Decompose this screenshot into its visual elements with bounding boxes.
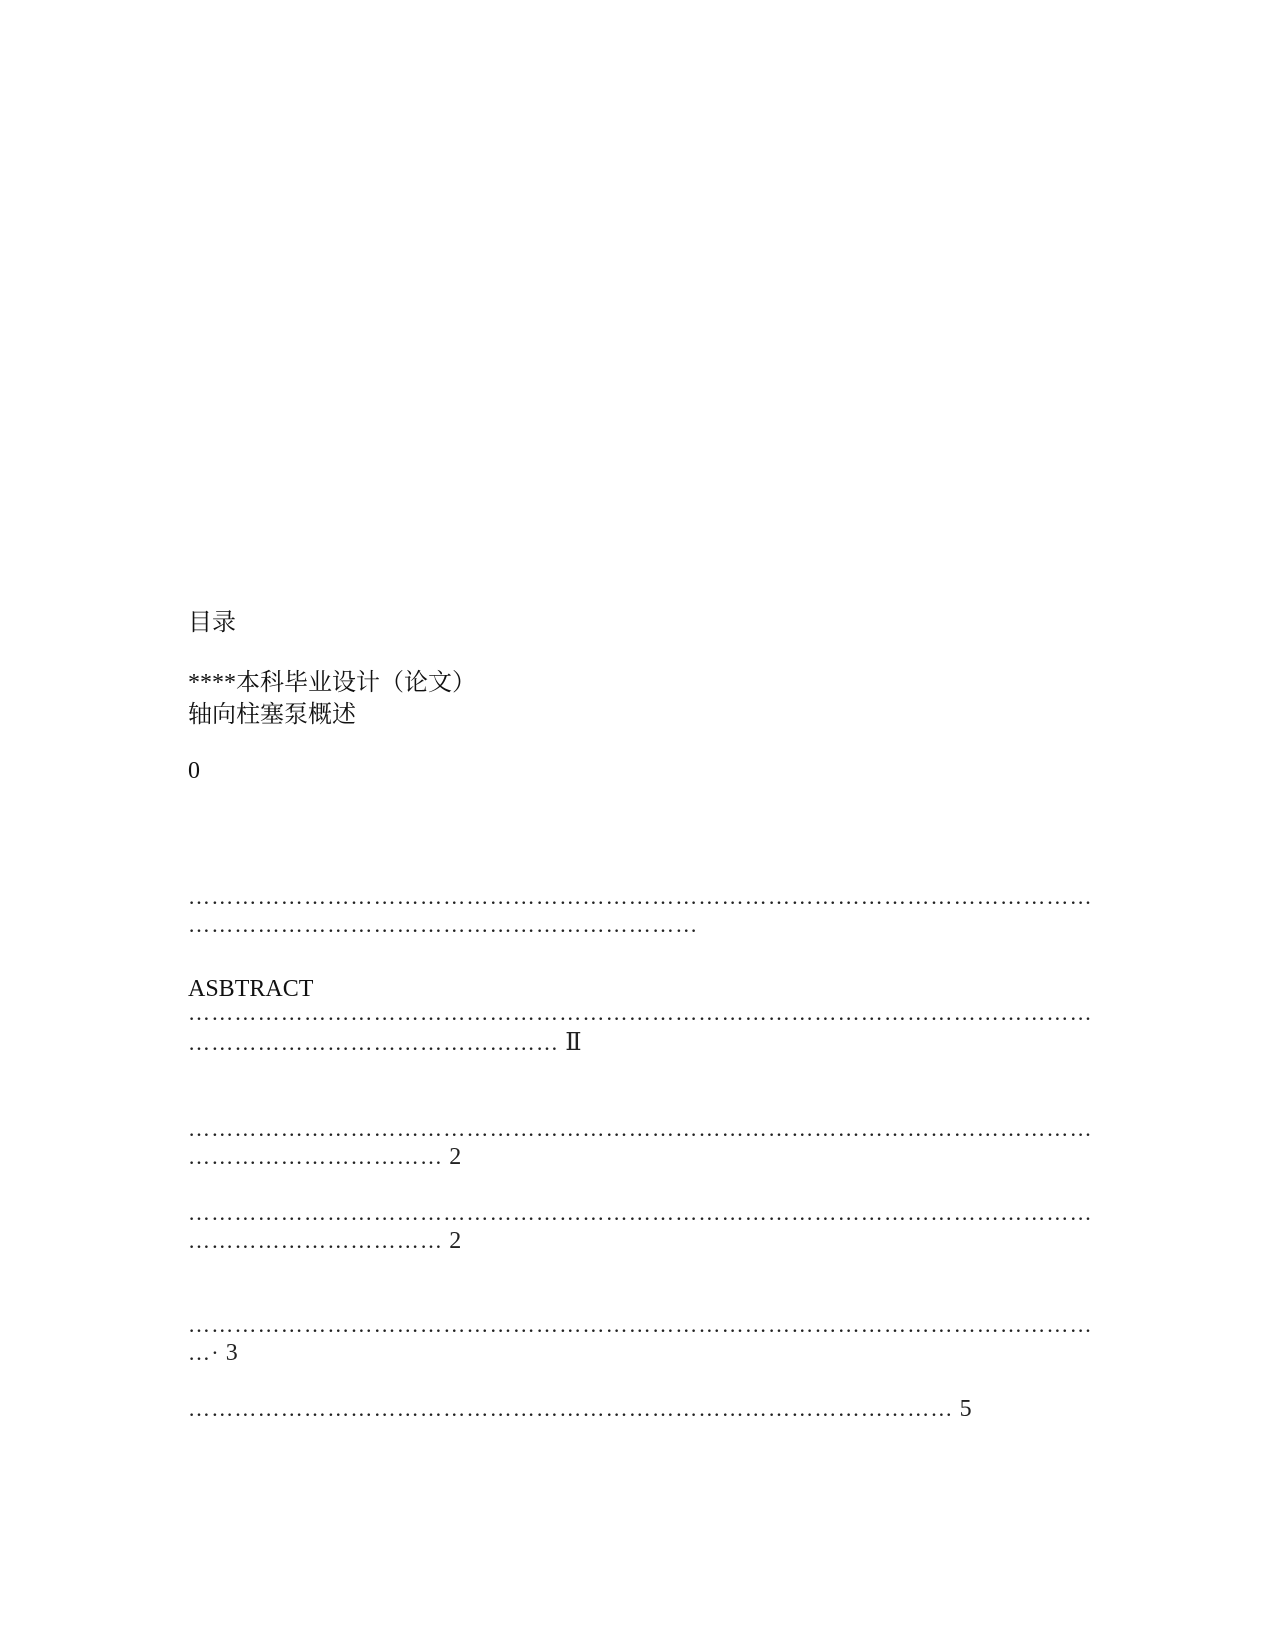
toc-abstract-label: ASBTRACT [188,976,314,1002]
toc-leader-line [188,1396,972,1422]
toc-leader-dots: …………………………… [188,1228,444,1253]
thesis-title-line2: 轴向柱塞泵概述 [188,702,356,728]
toc-page-number: 3 [225,1340,238,1366]
toc-page-number: 2 [449,1144,462,1170]
toc-page-number: Ⅱ [565,1030,582,1056]
toc-number-zero: 0 [188,758,200,784]
toc-leader-line [188,912,704,938]
toc-leader-line [188,1340,238,1366]
toc-leader-line: ……………………………………………………………………………………………………… [188,1116,1093,1141]
toc-leader-line: ……………………………………………………………………………………………………… [188,1000,1093,1025]
toc-page-number: 2 [449,1228,462,1254]
toc-leader-line [188,1144,461,1170]
toc-leader-dots: …………………………… [188,1144,444,1169]
toc-page-number: 5 [959,1396,972,1422]
thesis-title-line1: ****本科毕业设计（论文） [188,670,476,696]
toc-leader-dots: ………………………………………………………… [188,912,699,937]
toc-leader-line: ……………………………………………………………………………………………………… [188,1312,1093,1337]
toc-leader-dots: ………………………………………… [188,1030,560,1055]
toc-heading: 目录 [188,610,236,636]
toc-leader-line: ……………………………………………………………………………………………………… [188,1200,1093,1225]
toc-leader-dots: …· [188,1340,220,1365]
toc-leader-line [188,1030,582,1056]
toc-leader-line [188,1228,461,1254]
toc-leader-dots: ……………………………………………………………………………………… [188,1396,954,1421]
toc-leader-line: ……………………………………………………………………………………………………… [188,884,1093,909]
